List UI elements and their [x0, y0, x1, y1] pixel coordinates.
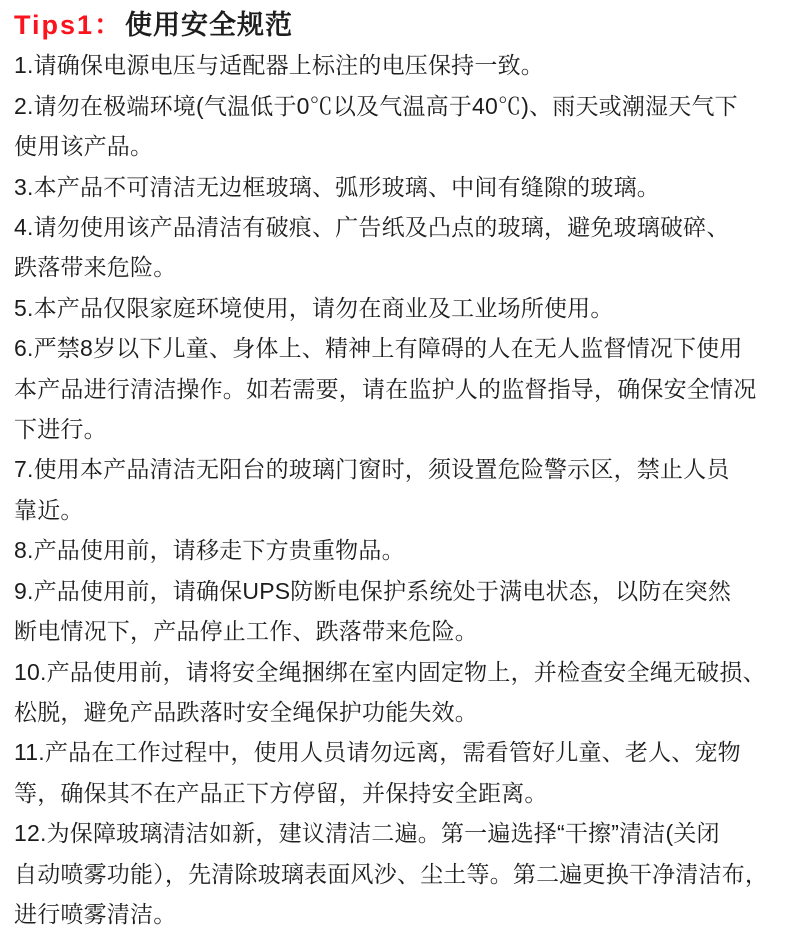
tip-10-line-1: 10.产品使用前，请将安全绳捆绑在室内固定物上，并检查安全绳无破损、	[14, 658, 766, 685]
section-title	[14, 5, 782, 45]
tip-5-line-1: 5.本产品仅限家庭环境使用，请勿在商业及工业场所使用。	[14, 294, 614, 321]
tip-11-line-1: 11.产品在工作过程中，使用人员请勿远离，需看管好儿童、老人、宠物	[14, 739, 741, 766]
section-title-text: 使用安全规范	[125, 10, 294, 40]
tip-9-line-2: 断电情况下，产品停止工作、跌落带来危险。	[14, 618, 478, 645]
tip-4-line-1: 4.请勿使用该产品清洁有破痕、广告纸及凸点的玻璃，避免玻璃破碎、	[14, 214, 730, 241]
tip-10-line-2: 松脱，避免产品跌落时安全绳保护功能失效。	[14, 698, 478, 725]
section-title-tag: Tips1：	[14, 10, 124, 40]
tip-7-line-1: 7.使用本产品清洁无阳台的玻璃门窗时，须设置危险警示区，禁止人员	[14, 456, 730, 483]
tip-9-line-1: 9.产品使用前，请确保UPS防断电保护系统处于满电状态，以防在突然	[14, 577, 732, 604]
tip-6-line-2: 本产品进行清洁操作。如若需要，请在监护人的监督指导，确保安全情况	[14, 375, 757, 402]
tip-12-line-2: 自动喷雾功能），先清除玻璃表面风沙、尘土等。第二遍更换干净清洁布，	[14, 860, 769, 887]
tip-8-line-1: 8.产品使用前，请移走下方贵重物品。	[14, 537, 405, 564]
tip-2-line-2: 使用该产品。	[14, 133, 154, 160]
tip-7-line-2: 靠近。	[14, 496, 84, 523]
tip-1-line-1: 1.请确保电源电压与适配器上标注的电压保持一致。	[14, 52, 544, 79]
tip-3-line-1: 3.本产品不可清洁无边框玻璃、弧形玻璃、中间有缝隙的玻璃。	[14, 173, 660, 200]
tip-6-line-1: 6.严禁8岁以下儿童、身体上、精神上有障碍的人在无人监督情况下使用	[14, 335, 743, 362]
tip-6-line-3: 下进行。	[14, 416, 107, 443]
tip-2-line-1: 2.请勿在极端环境(气温低于0℃以及气温高于40℃)、雨天或潮湿天气下	[14, 92, 738, 119]
tip-12-line-1: 12.为保障玻璃清洁如新，建议清洁二遍。第一遍选择“干擦”清洁(关闭	[14, 820, 720, 847]
tip-11-line-2: 等，确保其不在产品正下方停留，并保持安全距离。	[14, 779, 548, 806]
tip-12-line-3: 进行喷雾清洁。	[14, 900, 177, 927]
tip-4-line-2: 跌落带来危险。	[14, 254, 177, 281]
